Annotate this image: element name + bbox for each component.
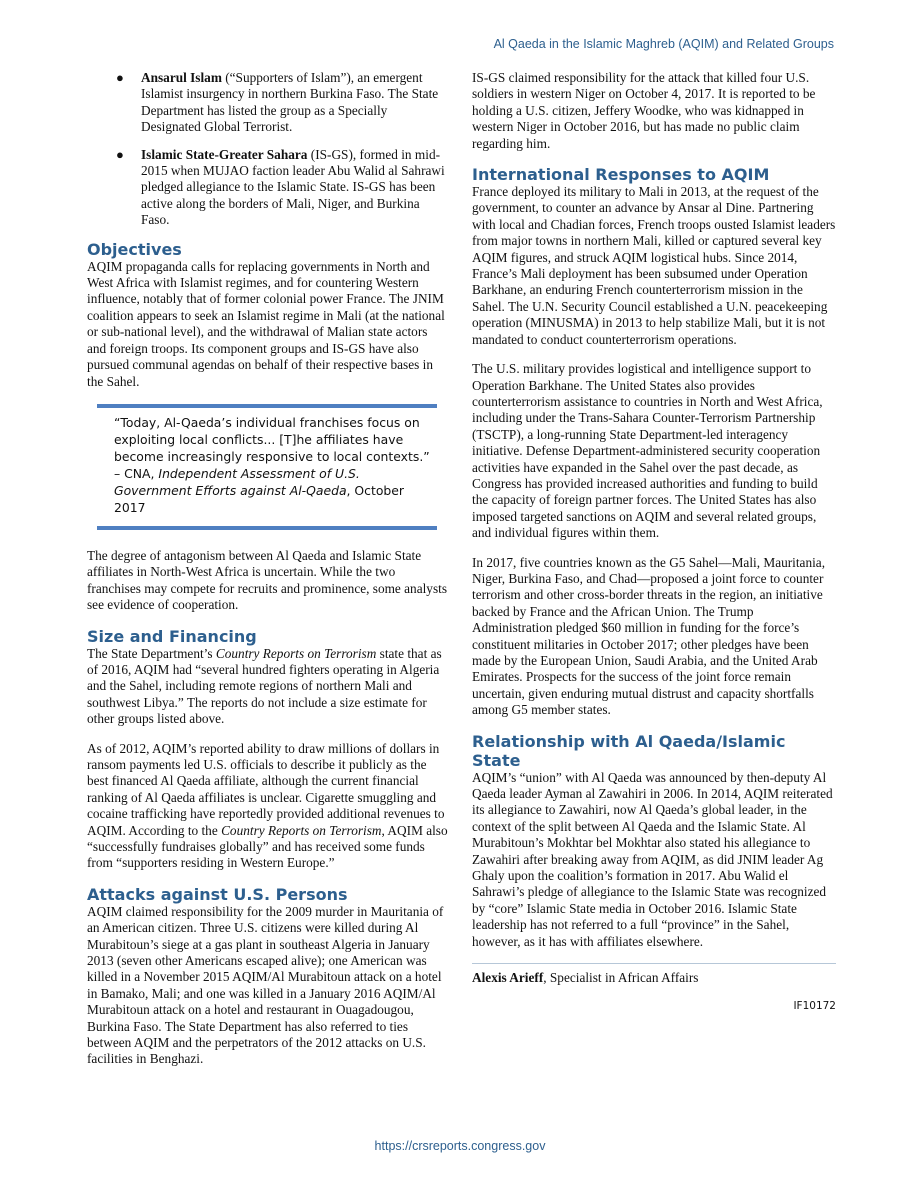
author-line [472, 970, 836, 986]
report-title: Country Reports on Terrorism [215, 645, 377, 661]
bullet-icon: ● [116, 70, 124, 85]
paragraph: The U.S. military provides logistical and intelligence support to Operation Barkhane. The United States also provides counterterrorism assistance to countries in North and West Africa, including under the Trans-Sahara Counter-Terrorism Partnership (TSCTP), a long-running State Department-led interagency initiative. Defense Department-administered security cooperation activities have expanded in the Sahel over the past decade, as Congress has provided increased authorities and funding to build the capacity of foreign partner forces. The United States has also imposed targeted sanctions on AQIM and several related groups, and individual figures within them. [472, 361, 823, 541]
document-id: IF10172 [793, 1000, 836, 1013]
paragraph [87, 646, 449, 728]
paragraph: In 2017, five countries known as the G5 Sahel—Mali, Mauritania, Niger, Burkina Faso, and Chad—proposed a joint force to counter terrorism and other cross-border threats in the region, an initiative backed by France and the African Union. The Trump Administration pledged $60 million in funding for the force’s constituent militaries in October 2017; other pledges have been made by the European Union, Saudi Arabia, and the United Arab Emirates. Prospects for the success of the joint force remain uncertain, given enduring mutual distrust and capacity shortfalls among G5 member states. [472, 554, 826, 718]
report-title: Country Reports on Terrorism [221, 822, 382, 838]
paragraph [87, 741, 449, 872]
section-heading-size: Size and Financing [87, 626, 257, 646]
paragraph: The degree of antagonism between Al Qaeda and Islamic State affiliates in North-West Africa is uncertain. While the two franchises may compete for recruits and prominence, some analysts see evidence of cooperation. [87, 547, 447, 613]
footer-link[interactable]: https://crsreports.congress.gov [374, 1139, 546, 1153]
text-run: The State Department’s [87, 645, 216, 661]
author-title: , Specialist in African Affairs [543, 970, 699, 986]
quote-source: Independent Assessment of U.S. Government Efforts against Al-Qaeda [114, 465, 360, 498]
quote-date: , October 2017 [114, 482, 405, 515]
paragraph: AQIM’s “union” with Al Qaeda was announced by then-deputy Al Qaeda leader Ayman al Zawahiri in 2006. In 2014, AQIM reiterated its allegiance to Zawahiri, now Al Qaeda’s global leader, in the context of the split between Al Qaeda and the Islamic State. Al Murabitoun’s Mokhtar bel Mokhtar also stated his allegiance to Zawahiri after breaking away from AQIM, as did JNIM leader Ag Ghaly upon the coalition’s formation in 2017. Abu Walid el Sahrawi’s pledge of allegiance to the Islamic State was recognized by “core” Islamic State media in October 2016. Islamic State leadership has not referred to a full “province” in the Sahel, however, as it has with affiliates elsewhere. [472, 769, 833, 949]
paragraph: France deployed its military to Mali in 2013, at the request of the government, to counter an advance by Ansar al Dine. Partnering with local and Chadian forces, French troops ousted Islamist leaders from major towns in northern Mali, killed or captured several key AQIM figures, and struck AQIM logistical hubs. Since 2014, France’s Mali deployment has been subsumed under Operation Barkhane, an enduring French counterterrorism mission in the Sahel. The U.N. Security Council established a U.N. peacekeeping operation (MINUSMA) in 2013 to help stabilize Mali, but it is not mandated to conduct counterterrorism operations. [472, 184, 836, 347]
group-list [87, 70, 449, 229]
quote-text: “Today, Al-Qaeda’s individual franchises focus on exploiting local conflicts... [T]he affiliates have become increasingly responsive to local contexts.” – CNA, [114, 414, 430, 481]
text-run: state that as of 2016, AQIM had “several hundred fighters operating in Algeria and the Sahel, including remote regions of northern Mali and southwest Libya.” The reports do not include a size estimate for other groups listed above. [87, 645, 442, 727]
section-heading-attacks: Attacks against U.S. Persons [87, 884, 348, 904]
text-run: , AQIM also “successfully fundraises globally” and has received some funds from “supporters residing in Western Europe.” [87, 822, 448, 871]
divider [472, 963, 836, 964]
group-description: (IS-GS), formed in mid-2015 when MUJAO faction leader Abu Walid al Sahrawi pledged allegiance to the Islamic State. IS-GS has been active along the borders of Mali, Niger, and Burkina Faso. [141, 146, 445, 228]
author-name: Alexis Arieff [472, 970, 544, 986]
section-heading-international: International Responses to AQIM [472, 165, 770, 185]
group-name: Islamic State-Greater Sahara [141, 146, 308, 162]
text-run: As of 2012, AQIM’s reported ability to draw millions of dollars in ransom payments led U.S. officials to describe it publicly as the best financed Al Qaeda affiliate, although the current financial ranking of Al Qaeda affiliates is unclear. Cigarette smuggling and cocaine trafficking have reportedly provided additional revenues to AQIM. According to the [87, 740, 445, 838]
bullet-icon: ● [116, 146, 124, 162]
pull-quote [97, 404, 437, 530]
right-column [472, 70, 836, 1012]
group-description: (“Supporters of Islam”), an emergent Islamist insurgency in northern Burkina Faso. The State Department has listed the group as a Specially Designated Global Terrorist. [141, 70, 439, 135]
section-heading-objectives: Objectives [87, 239, 182, 259]
group-name: Ansarul Islam [141, 70, 222, 85]
section-heading-relationship: Relationship with Al Qaeda/Islamic State [472, 731, 786, 770]
list-item [87, 70, 449, 136]
list-item [87, 147, 449, 229]
paragraph: IS-GS claimed responsibility for the attack that killed four U.S. soldiers in western Niger on October 4, 2017. It is reported to be holding a U.S. citizen, Jeffery Woodke, who was kidnapped in western Niger in October 2016, but has made no public claim regarding him. [472, 70, 816, 151]
left-column [87, 70, 449, 1081]
paragraph: AQIM claimed responsibility for the 2009 murder in Mauritania of an American citizen. Three U.S. citizens were killed during Al Murabitoun’s siege at a gas plant in southeast Algeria in January 2013 (seven other Americans escaped alive); one American was killed in a November 2015 AQIM/Al Murabitoun attack on a hotel in Bamako, Mali; and one was killed in a January 2016 AQIM/Al Murabitoun attack on a hotel and restaurant in Ouagadougou, Burkina Faso. The State Department has also referred to ties between AQIM and the perpetrators of the 2012 attacks on U.S. facilities in Benghazi. [87, 903, 444, 1067]
running-header: Al Qaeda in the Islamic Maghreb (AQIM) and Related Groups [493, 37, 834, 51]
paragraph: AQIM propaganda calls for replacing governments in North and West Africa with Islamist regimes, and for countering Western influence, notably that of former colonial power France. The JNIM coalition appears to seek an Islamist regime in Mali (at the national or sub-national level), and the withdrawal of Malian state actors and foreign troops. Its component groups and IS-GS have also pursued communal agendas on behalf of their respective bases in the Sahel. [87, 258, 445, 389]
